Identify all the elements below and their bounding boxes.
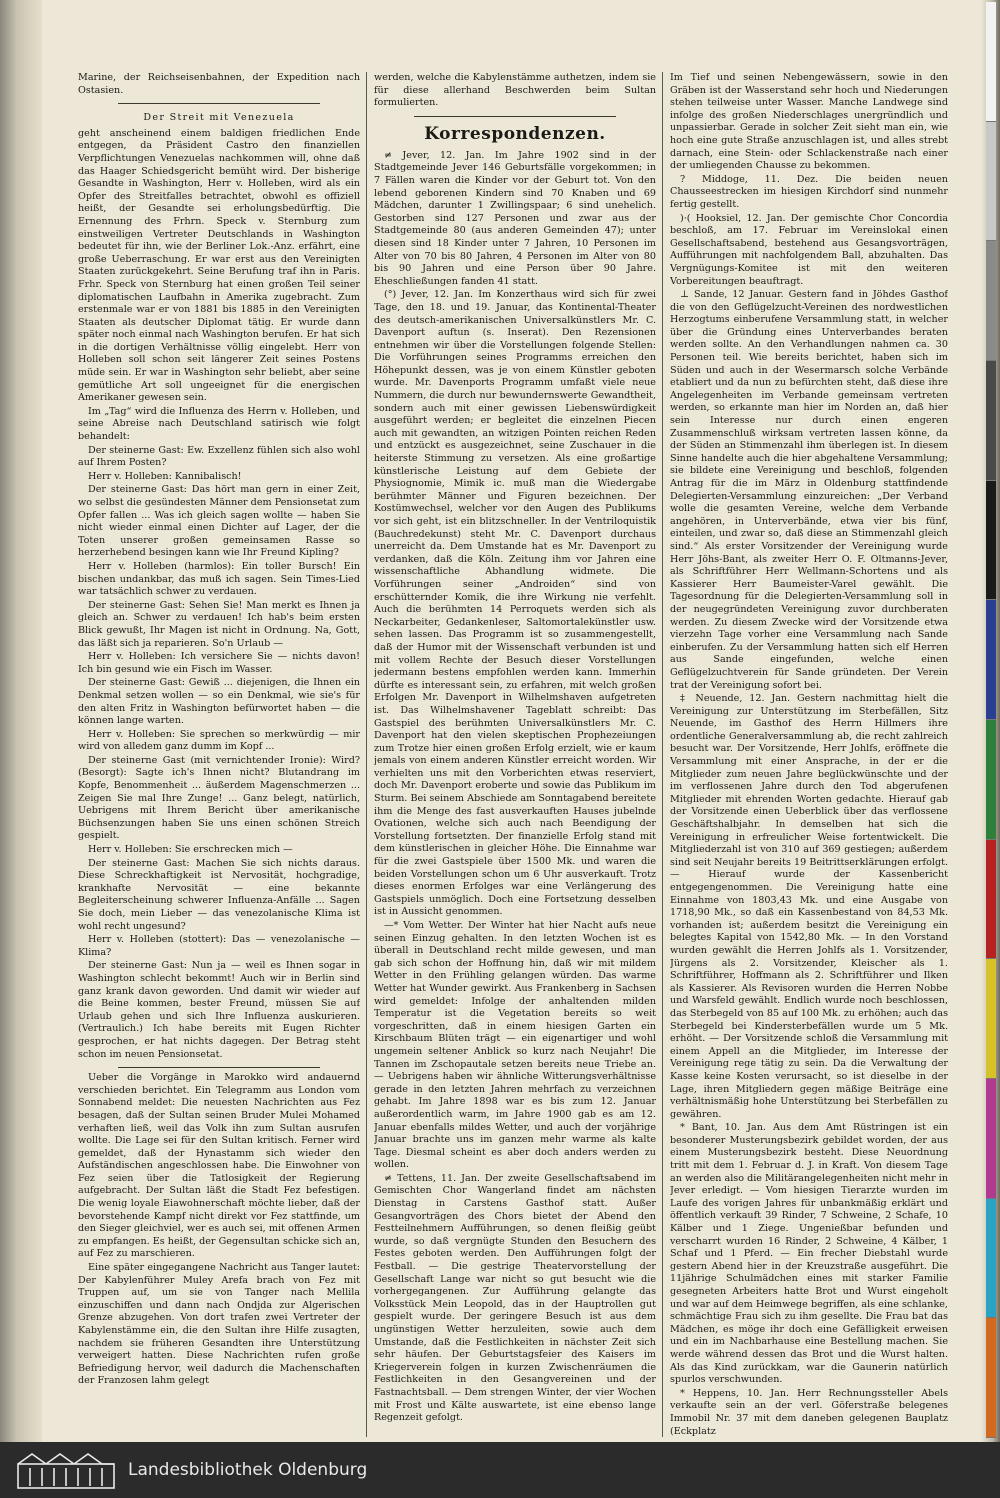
newspaper-body bbox=[78, 72, 948, 1437]
calibration-swatch bbox=[986, 2, 996, 122]
column-3 bbox=[670, 72, 948, 1437]
calibration-swatch bbox=[986, 600, 996, 720]
article-paragraph: geht anscheinend einem baldigen friedlichen Ende entgegen, da Präsident Castro den finanziellen Verpflichtungen Venezuelas nachkommen will, ohne daß das Haager Schiedsgericht bemüht wird. Der bisherige Gesandte in Washington, Herr v. Holleben, wird als ein Opfer des Streitfalles betrachtet, obwohl es offiziell heißt, der Gesandte sei erholungsbedürftig. Die Ernennung des Frhrn. Speck v. Sternburg zum einstweiligen Vertreter Deutschlands in Washington bedeutet für ihn, wie der Berliner Lok.-Anz. erfährt, eine große Ueberraschung. Er war erst aus den Vereinigten Staaten zurückgekehrt. Seine Berufung traf ihn in Paris. Frhr. Speck von Sternburg hat einen großen Teil seiner diplomatischen Laufbahn in Amerika zugebracht. Zum erstenmale war er von 1881 bis 1885 in den Vereinigten Staaten als deutscher Diplomat tätig. Er wurde dann später noch einmal nach Washington berufen. Er hat sich in die dortigen Verhältnisse völlig eingelebt. Herr von Holleben soll schon seit längerer Zeit seines Postens müde sein. Er war in Washington sehr beliebt, aber seine gemütliche Art soll ungeeignet für die energischen Amerikaner gewesen sein. bbox=[78, 127, 360, 404]
calibration-swatch bbox=[986, 1079, 996, 1199]
article-paragraph: Im „Tag“ wird die Influenza des Herrn v. Holleben, und seine Abreise nach Deutschland satirisch wie folgt behandelt: bbox=[78, 405, 360, 443]
article-paragraph: Ueber die Vorgänge in Marokko wird andauernd verschieden berichtet. Ein Telegramm aus London vom Sonnabend meldet: Die neuesten Nachrichten aus Fez besagen, daß der Sultan seinen Bruder Mulei Mohamed verhaften ließ, weil das Volk ihn zum Sultan ausrufen wollte. Die Lage sei für den Sultan kritisch. Ferner wird gemeldet, daß der Hynastamm sich wieder den Aufständischen angeschlossen habe. Die Einwohner von Fez seien über die Tatlosigkeit der Regierung aufgebracht. Der Sultan läßt die Stadt Fez befestigen. Die wenig loyale Eiawohnerschaft möchte lieber, daß der bevorstehende Kampf nicht direkt vor Fez stattfinde, um den Sieger gleichviel, wer es auch sei, mit offenen Armen zu empfangen. Es heißt, der Gegensultan schicke sich an, auf Fez zu marschieren. bbox=[78, 1072, 360, 1260]
section-divider bbox=[118, 1067, 320, 1068]
library-footer-bar bbox=[0, 1442, 1000, 1498]
dialogue-line: Herr v. Holleben: Ich versichere Sie — nichts davon! Ich bin gesund wie ein Fisch im Wasser. bbox=[78, 651, 360, 675]
column-rule bbox=[366, 72, 367, 1437]
local-report: (°) Jever, 12. Jan. Im Konzerthaus wird sich für zwei Tage, den 18. und 19. Januar, das Kontinental-Theater des deutsch-amerikanischen Universalkünstlers Mr. C. Davenport auftun (s. Inserat). Den Rezensionen entnehmen wir über die Vorstellungen folgende Stellen: Die Vorführungen seines Programms erreichen den Höhepunkt dessen, was je von einem Künstler geboten wurde. Mr. Davenports Programm umfaßt viele neue Nummern, die durch nur bewundernswerte Gewandtheit, sondern auch mit einer gewissen Liebenswürdigkeit ausgeführt werden; er begleitet die einzelnen Piecen auch mit gewandten, an witzigen Pointen reichen Reden und entzückt es ausgezeichnet, seine Zuschauer in die heiterste Stimmung zu versetzen. Als eine großartige künstlerische Leistung auf dem Gebiete der Physiognomie, Mimik ic. muß man die Wiedergabe berühmter Männer und Figuren bezeichnen. Der Kostümwechsel, welcher vor den Augen des Publikums vor sich geht, ist ein blitzschneller. In der Ventriloquistik (Bauchredekunst) steht Mr. C. Davenport durchaus unerreicht da. Dem Umstande hat es Mr. Davenport zu verdanken, daß die Köln. Zeitung ihm vor Jahren eine wissenschaftliche Abhandlung widmete. Die Vorführungen seiner „Androiden“ sind von erschütternder Komik, die ihre Wirkung nie verfehlt. Auch die berühmten 14 Perroquets werden sich als Neckarbeiter, Gedankenleser, Saltomortalekünstler usw. sehen lassen. Das Programm ist so zusammengestellt, daß der Humor mit der Wissenschaft verbunden ist und mit vollem Rechte der Besuch dieser Vorstellungen jedermann bestens empfohlen werden kann. Immerhin dürfte es interessant sein, zu erfahren, mit welch großen Erfolgen Mr. Davenport in Wilhelmshaven aufgetreten ist. Das Wilhelmshavener Tageblatt schreibt: Das Gastspiel des berühmten Universalkünstlers Mr. C. Davenport hat den vielen skeptischen Prophezeiungen zum Trotze hier einen großen Erfolg erzielt, wie er kaum jemals von einem anderen Künstler erreicht worden. Wir verhielten uns mit den Vorberichten etwas reserviert, doch Mr. Davenport eroberte und sowie das Publikum im Sturm. Bei seinem Abschiede am Sonntagabend bereitete ihm die Menge des fast ausverkauften Hauses jubelnde Ovationen, welche sich auch nach Beendigung der Vorstellung fortsetzten. Der finanzielle Erfolg stand mit dem künstlerischen in gleicher Höhe. Die Einnahme war für die zwei Gastspiele über 1500 Mk. und waren die beiden Vorstellungen schon um 6 Uhr ausverkauft. Trotz dieses enormen Erfolges war eine Verlängerung des Gastspiels unmöglich. Doch eine Fortsetzung desselben ist in Aussicht genommen. bbox=[374, 289, 656, 918]
dialogue-line: Der steinerne Gast: Gewiß ... diejenigen, die Ihnen ein Denkmal setzen wollen — so ein Denkmal, wie sie's für den alten Fritz in Washington befürwortet haben — die können lange warten. bbox=[78, 677, 360, 727]
calibration-swatch bbox=[986, 840, 996, 960]
page-right-edge bbox=[982, 0, 1000, 1442]
calibration-swatch bbox=[986, 122, 996, 242]
dialogue-line: Der steinerne Gast: Ew. Exzellenz fühlen sich also wohl auf Ihrem Posten? bbox=[78, 444, 360, 469]
local-report: ‡ Neuende, 12. Jan. Gestern nachmittag hielt die Vereinigung zur Unterstützung im Sterbefällen, Sitz Neuende, im Gasthof des Herrn Hillmers ihre ordentliche Generalversammlung ab, die recht zahlreich besucht war. Der Vorsitzende, Herr Johlfs, eröffnete die Versammlung mit einer Ansprache, in der er die Mitglieder zum neuen Jahre beglückwünschte und der im verflossenen Jahre durch den Tod abgerufenen Mitglieder mit ehrenden Worten gedachte. Hierauf gab der Vorsitzende einen Ueberblick über das verflossene Geschäftshalbjahr. In demselben hat sich die Vereinigung in erfreulicher Weise fortentwickelt. Die Mitgliederzahl ist von 310 auf 369 gestiegen; außerdem sind seit Neujahr bereits 19 Beitrittserklärungen erfolgt. — Hierauf wurde der Kassenbericht entgegengenommen. Die Vereinigung hatte eine Einnahme von 1803,43 Mk. und eine Ausgabe von 1718,90 Mk., so daß ein Kassenbestand von 84,53 Mk. vorhanden ist; außerdem besitzt die Vereinigung ein belegtes Kapital von 1542,80 Mk. — In den Vorstand wurden gewählt die Herren Johlfs als 1. Vorsitzender, Jürgens als 2. Vorsitzender, Kleischer als 1. Schriftführer, Hoffmann als 2. Schriftführer und Ilken als Kassierer. Als Revisoren wurden die Herren Nobbe und Warsfeld gewählt. Endlich wurde noch beschlossen, das Sterbegeld von 85 auf 100 Mk. zu erhöhen; auch das Sterbegeld bei Kindersterbefällen wurde um 5 Mk. erhöht. — Der Vorsitzende schloß die Versammlung mit einem Appell an die Mitglieder, im Interesse der Vereinigung rege tätig zu sein. Da die Verwaltung der Kasse keine Kosten verursacht, so ist dieselbe in der Lage, ihren Mitgliedern gegen mäßige Beiträge eine verhältnismäßig hohe Unterstützung bei Sterbefällen zu gewähren. bbox=[670, 693, 948, 1120]
calibration-swatch bbox=[986, 361, 996, 481]
local-report: ? Middoge, 11. Dez. Die beiden neuen Chausseestrecken im hiesigen Kirchdorf sind nunmehr fertig gestellt. bbox=[670, 173, 948, 210]
color-calibration-strip bbox=[986, 2, 996, 1438]
section-divider bbox=[414, 116, 616, 117]
dialogue-line: Der steinerne Gast: Nun ja — weil es Ihnen sogar in Washington schlecht bekommt! Auch wir in Berlin sind ganz krank davon geworden. Und damit wir wieder auf die Beine kommen, bester Freund, müssen Sie auf Urlaub gehen und sich Ihre Influenza auskurieren. (Vertraulich.) Ich habe bereits mit Eugen Richter gesprochen, er hat nichts dagegen. Der Betrag steht schon im neuen Pensionsetat. bbox=[78, 960, 360, 1060]
article-heading: Der Streit mit Venezuela bbox=[143, 112, 295, 124]
calibration-swatch bbox=[986, 1199, 996, 1319]
calibration-swatch bbox=[986, 1318, 996, 1438]
calibration-swatch bbox=[986, 241, 996, 361]
article-continuation: werden, welche die Kabylenstämme authetzen, indem sie für diese allerhand Beschwerden beim Sultan formulierten. bbox=[374, 72, 656, 109]
local-report: * Heppens, 10. Jan. Herr Rechnungssteller Abels verkaufte sein an der verl. Göferstraße belegenes Immobil Nr. 37 mit dem daneben gelegenen Bauplatz (Eckplatz bbox=[670, 1387, 948, 1437]
column-1 bbox=[78, 72, 360, 1437]
dialogue-line: Herr v. Holleben (stottert): Das — venezolanische — Klima? bbox=[78, 934, 360, 958]
local-report: )·( Hooksiel, 12. Jan. Der gemischte Chor Concordia beschloß, am 17. Februar im Vereinslokal einen Gesellschaftsabend, bestehend aus Gesangsvorträgen, Aufführungen mit nachfolgendem Ball, abzuhalten. Das Vergnügungs-Komitee ist mit den weiteren Vorbereitungen beauftragt. bbox=[670, 212, 948, 287]
local-report: * Bant, 10. Jan. Aus dem Amt Rüstringen ist ein besonderer Musterungsbezirk gebildet worden, der aus einem Musterungsbezirk besteht. Diese Neuordnung tritt mit dem 1. Februar d. J. in Kraft. Von diesem Tage an werden also die Militärangelegenheiten nicht mehr in Jever erledigt. — Vom hiesigen Tierarzte wurden im Laufe des vorigen Jahres für unbankmäßig erklärt und öffentlich verkauft 39 Rinder, 7 Schweine, 2 Schafe, 10 Kälber und 1 Ziege. Ungenießbar befunden und verscharrt wurden 16 Rinder, 2 Schweine, 4 Kälber, 1 Schaf und 1 Pferd. — Ein frecher Diebstahl wurde gestern Abend hier in der Kreuzstraße ausgeführt. Die 11jährige Schulmädchen eines mit starker Familie gesegneten Arbeiters hatte Brot und Wurst eingeholt und war auf dem Heimwege begriffen, als eine schlanke, schmächtige Frau sich zu ihm gesellte. Die Frau bat das Mädchen, es möge ihr doch eine Gefälligkeit erweisen und ein im Nachbarhause eine Bestellung machen. Sie werde während dessen das Brot und die Wurst halten. Als das Kind zurückkam, war die Gaunerin natürlich spurlos verschwunden. bbox=[670, 1122, 948, 1386]
calibration-swatch bbox=[986, 959, 996, 1079]
local-report: ≠ Jever, 12. Jan. Im Jahre 1902 sind in der Stadtgemeinde Jever 146 Geburtsfälle vorgekommen; in 7 Fällen waren die Kinder vor der Geburt tot. Von den lebend geborenen Kindern sind 70 Knaben und 69 Mädchen, darunter 1 Zwillingspaar; 6 sind unehelich. Gestorben sind 127 Personen und zwar aus der Stadtgemeinde 80 (aus anderen Gemeinden 47); unter diesen sind 18 Kinder unter 7 Jahren, 10 Personen im Alter von 70 bis 80 Jahren, 4 Personen im Alter von 80 bis 90 Jahren und eine Person über 90 Jahre. Eheschließungen fanden 41 statt. bbox=[374, 149, 656, 287]
dialogue-line: Herr v. Holleben: Kannibalisch! bbox=[88, 470, 242, 482]
local-report: Im Tief und seinen Nebengewässern, sowie in den Gräben ist der Wasserstand sehr hoch und Niederungen stehen teilweise unter Wasser. Manche Landwege sind infolge des großen Niederschlages unergründlich und unpassierbar. Gerade in solcher Zeit sieht man ein, wie hoch eine gute Straße anzuschlagen ist, und alles strebt darnach, eine Stein- oder Schlackenstraße nach einer der umliegenden Chausse zu bekommen. bbox=[670, 72, 948, 172]
section-heading: Korrespondenzen. bbox=[424, 123, 606, 144]
dialogue-line: Der steinerne Gast: Das hört man gern in einer Zeit, wo selbst die gesündesten Männer dem Pensionsetat zum Opfer fallen ... Was ich gleich sagen wollte — haben Sie nicht wieder einmal einen Dichter auf Lager, der die Toten unserer großen gemeinsamen Rasse so herzerhebend besingen kann wie Ihr Freund Kipling? bbox=[78, 484, 360, 559]
dialogue-line: Herr v. Holleben (harmlos): Ein toller Bursch! Ein bischen undankbar, das muß ich sagen. Sein Times-Lied war tatsächlich schwer zu verdauen. bbox=[78, 560, 360, 598]
article-paragraph: Eine später eingegangene Nachricht aus Tanger lautet: Der Kabylenführer Muley Arefa brach von Fez mit Truppen auf, um sie von Tanger nach Mellila einzuschiffen und dann nach Ondjda zur Algerischen Grenze abzugehen. Von dort trafen zwei Vertreter der Kabylenstämme ein, die den Sultan ihre Hilfe zusagten, nachdem sie früheren Gesandten ihre Unterstützung verweigert hatten. Diese Nachrichten rufen große Befriedigung hervor, weil dadurch die Machenschaften der Franzosen lahm gelegt bbox=[78, 1262, 360, 1387]
page-gutter-shadow bbox=[0, 0, 42, 1442]
dialogue-line: Herr v. Holleben: Sie erschrecken mich — bbox=[88, 844, 293, 856]
library-name: Landesbibliothek Oldenburg bbox=[128, 1460, 368, 1480]
article-continuation: Marine, der Reichseisenbahnen, der Expedition nach Ostasien. bbox=[78, 72, 360, 96]
library-building-icon bbox=[14, 1450, 118, 1490]
column-2 bbox=[374, 72, 656, 1437]
local-report: ≠ Tettens, 11. Jan. Der zweite Gesellschaftsabend im Gemischten Chor Wangerland findet am nächsten Dienstag in Carstens Gasthof statt. Außer Gesangvorträgen des Chors bietet der Abend den Festteilnehmern Aufführungen, so denen fleißig geübt wurde, so daß vergnügte Stunden den Besuchern des Festes geboten werden. Den Aufführungen folgt der Festball. — Die gestrige Theatervorstellung der Gesellschaft Lange war nicht so gut besucht wie die vorhergegangenen. Zur Aufführung gelangte das Volksstück Mein Leopold, das in der Hauptrollen gut gespielt wurde. Der geringere Besuch ist aus dem ungünstigen Wetter herzuleiten, sowie auch dem Umstande, daß die Festlichkeiten in nächster Zeit sich sehr häufen. Der Geburtstagsfeier des Kaisers im Kriegerverein folgen in kurzen Zwischenräumen die Festlichkeiten in den Gesangvereinen und der Fastnachtsball. — Dem strengen Winter, der vier Wochen mit Frost und Kälte auswartete, ist eine ebenso lange Regenzeit gefolgt. bbox=[374, 1172, 656, 1424]
local-report: ⊥ Sande, 12 Januar. Gestern fand in Jöhdes Gasthof die von den Geflügelzucht-Vereinen des nordwestlichen Herzogtums einberufene Versammlung statt, in welcher über die Gründung eines Unterverbandes beraten werden sollte. An den Verhandlungen nahmen ca. 30 Personen teil. Wie bereits berichtet, haben sich im Süden und auch in der Wesermarsch solche Verbände etabliert und da nun zu befürchten steht, daß diese ihre Angelegenheiten im Verbande gemeinsam vertreten werden, so erkannte man hier im Norden an, daß hier sein Interesse nur durch einen engeren Zusammenschluß wirksam vertreten lassen könne, da der Süden an Stimmenzahl ihm überlegen ist. In diesem Sinne handelte auch die hier abgehaltene Versammlung; sie bildete eine Vereinigung und beschloß, folgenden Antrag für die im März in Oldenburg stattfindende Delegierten-Versammlung einzureichen: „Der Verband wolle die gesamten Vereine, welche dem Verbande angehören, in Unterverbände, etwa vier bis fünf, einteilen, und zwar so, daß diese an Stimmenzahl gleich sind.“ Als erster Vorsitzender der Vereinigung wurde Herr Jöhs-Bant, als zweiter Herr O. F. Oltmanns-Jever, als Schriftführer Herr Wellmann-Schortens und als Kassierer Herr Baumeister-Varel gewählt. Die Tagesordnung für die Delegierten-Versammlung soll in der neugegründeten Vereinigung zuvor durchberaten werden. Zu diesem Zwecke wird der Vorsitzende etwa vierzehn Tage vorher eine Versammlung nach Sande einberufen. Zu der Versammlung hatten sich elf Herren aus Sande eingefunden, welche einen Geflügelzuchtverein für Sande gründeten. Der Verein trat der Vereinigung sofort bei. bbox=[670, 289, 948, 691]
dialogue-line: Der steinerne Gast: Sehen Sie! Man merkt es Ihnen ja gleich an. Schwer zu verdauen! Ich hab's beim ersten Blick gewußt, Ihr Magen ist nicht in Ordnung. Na, Gott, das läßt sich ja reparieren. So'n Urlaub — bbox=[78, 599, 360, 649]
dialogue-line: Der steinerne Gast: Machen Sie sich nichts daraus. Diese Schreckhaftigkeit ist Nervosität, hochgradige, krankhafte Nervosität — eine bekannte Begleiterscheinung schwerer Influenza-Anfälle ... Sagen Sie doch, mein Lieber — das venezolanische Klima ist wohl recht ungesund? bbox=[78, 857, 360, 932]
dialogue-line: Herr v. Holleben: Sie sprechen so merkwürdig — mir wird von alledem ganz dumm im Kopf ... bbox=[78, 728, 360, 753]
calibration-swatch bbox=[986, 481, 996, 601]
dialogue-line: Der steinerne Gast (mit vernichtender Ironie): Wird? (Besorgt): Sagte ich's Ihnen nicht? Blutandrang im Kopfe, Benommenheit ... äußerdem Magenschmerzen ... Zeigen Sie mal Ihre Zunge! ... Ganz belegt, natürlich, Uebrigens mit Ihrem Bericht über amerikanische Büchsenzungen haben Sie uns einen schönen Streich gespielt. bbox=[78, 754, 360, 842]
calibration-swatch bbox=[986, 720, 996, 840]
section-divider bbox=[118, 103, 320, 104]
local-report: —* Vom Wetter. Der Winter hat hier Nacht aufs neue seinen Einzug gehalten. In den letzten Wochen ist es überall in Deutschland recht milde gewesen, und man gab sich schon der Hoffnung hin, daß wir mit mildem Wetter in den Frühling gelangen würden. Das warme Wetter hat Wunder gewirkt. Aus Frankenberg in Sachsen wird gemeldet: Infolge der anhaltenden milden Temperatur ist die Vegetation bereits so weit vorgeschritten, daß in einem hiesigen Garten ein Kirschbaum Blüten trägt — ein eigenartiger und wohl ungemein seltener Anblick so kurz nach Neujahr! Die Tannen im Zschopautale setzen bereits neue Triebe an. — Uebrigens haben wir ähnliche Witterungsverhältnisse gerade in den letzten Jahren mehrfach zu verzeichnen gehabt. Im Jahre 1898 war es bis zum 12. Januar außerordentlich warm, im Jahre 1900 gab es am 12. Januar ebenfalls mildes Wetter, und auch der vorjährige Januar brachte uns im ganzen mehr warme als kalte Tage. Diesmal scheint es aber doch anders werden zu wollen. bbox=[374, 920, 656, 1171]
column-rule bbox=[662, 72, 663, 1437]
